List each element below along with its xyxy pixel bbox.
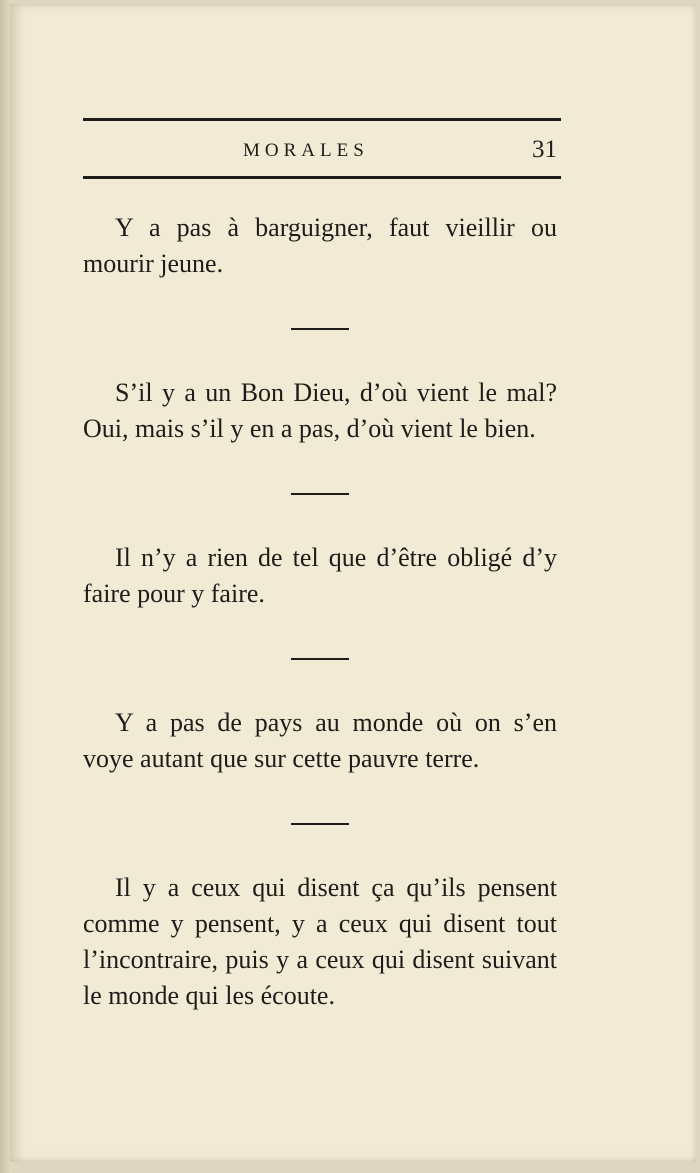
maxims-text — [83, 210, 557, 1014]
running-head — [83, 138, 561, 168]
page-number: 31 — [532, 136, 557, 163]
maxim-paragraph: Y a pas de pays au monde où on s’en voye autant que sur cette pauvre terre. — [83, 708, 557, 773]
separator-rule — [291, 658, 349, 660]
separator-rule — [291, 493, 349, 495]
running-title: MORALES — [243, 140, 369, 161]
maxim-paragraph: Il y a ceux qui disent ça qu’ils pensent comme y pensent, y a ceux qui disent tout l’incontraire, puis y a ceux qui disent suivant le monde qui les écoute. — [83, 873, 557, 1010]
separator-rule — [291, 328, 349, 330]
maxim-paragraph: Y a pas à barguigner, faut vieillir ou mourir jeune. — [83, 213, 557, 278]
maxim-paragraph: Il n’y a rien de tel que d’être obligé d’y faire pour y faire. — [83, 543, 557, 608]
maxim-paragraph: S’il y a un Bon Dieu, d’où vient le mal? Oui, mais s’il y en a pas, d’où vient le bien. — [83, 378, 557, 443]
header-top-rule — [83, 118, 561, 121]
header-bottom-rule — [83, 176, 561, 179]
separator-rule — [291, 823, 349, 825]
